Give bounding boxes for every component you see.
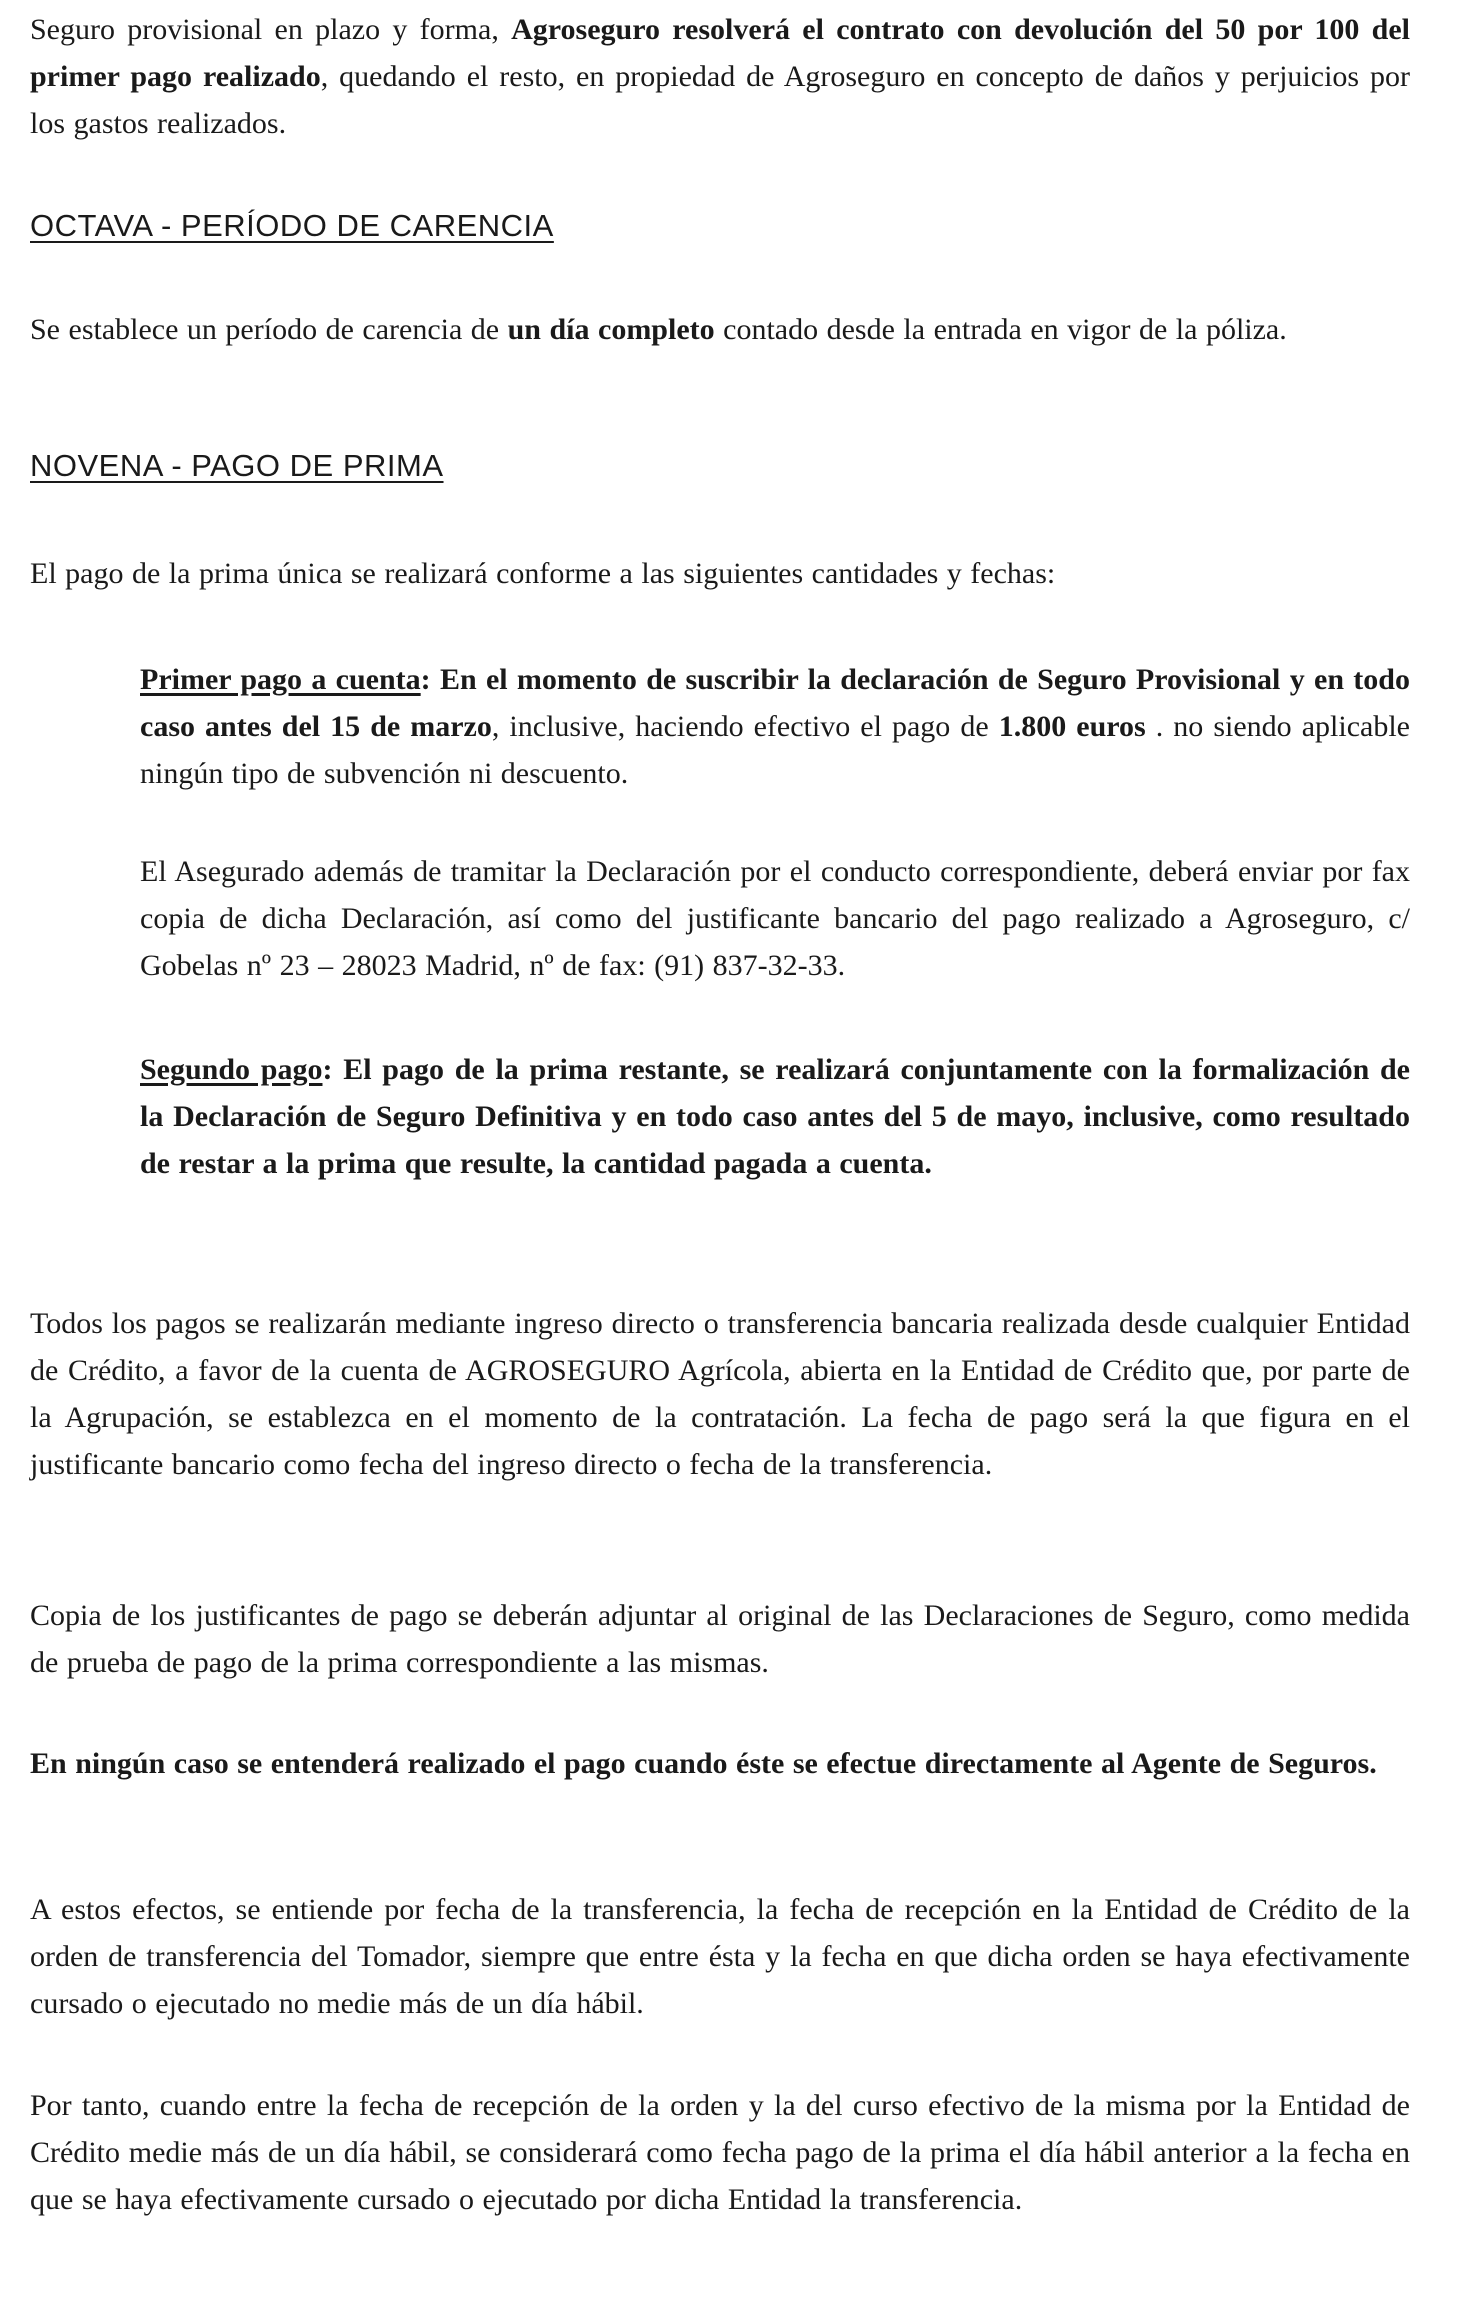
heading-novena: NOVENA - PAGO DE PRIMA bbox=[30, 448, 444, 483]
paragraph-efectos: A estos efectos, se entiende por fecha de la transferencia, la fecha de recepción en la Entidad de Crédito de la orden de transferencia del Tomador, siempre que entre ésta y la fecha en que dicha orden se haya efectivamente cursado o ejecutado no medie más de un día hábil. bbox=[30, 1893, 1410, 2020]
paragraph-pago-intro: El pago de la prima única se realizará conforme a las siguientes cantidades y fechas: bbox=[30, 557, 1056, 590]
primer-pago-label: Primer pago a cuenta bbox=[140, 663, 421, 696]
paragraph-copia-justificantes: Copia de los justificantes de pago se deberán adjuntar al original de las Declaraciones de Seguro, como medida de prueba de pago de la prima correspondiente a las mismas. bbox=[30, 1599, 1410, 1679]
heading-octava: OCTAVA - PERÍODO DE CARENCIA bbox=[30, 208, 554, 243]
paragraph-segundo-pago: Segundo pago: El pago de la prima restante, se realizará conjuntamente con la formalización de la Declaración de Seguro Definitiva y en todo caso antes del 5 de mayo, inclusive, como resultado de restar a la prima que resulte, la cantidad pagada a cuenta. bbox=[140, 1053, 1410, 1180]
paragraph-por-tanto: Por tanto, cuando entre la fecha de recepción de la orden y la del curso efectivo de la misma por la Entidad de Crédito medie más de un día hábil, se considerará como fecha pago de la prima el día hábil anterior a la fecha en que se haya efectivamente cursado o ejecutado por dicha Entidad la transferencia. bbox=[30, 2089, 1410, 2216]
paragraph-ningun-caso: En ningún caso se entenderá realizado el pago cuando éste se efectue directamente al Agente de Seguros. bbox=[30, 1747, 1377, 1780]
paragraph-devolucion: Seguro provisional en plazo y forma, Agroseguro resolverá el contrato con devolución del 50 por 100 del primer pago realizado, quedando el resto, en propiedad de Agroseguro en concepto de daños y perjuicios por los gastos realizados. bbox=[30, 13, 1411, 140]
paragraph-asegurado-fax: El Asegurado además de tramitar la Declaración por el conducto correspondiente, deberá enviar por fax copia de dicha Declaración, así como del justificante bancario del pago realizado a Agroseguro, c/ Gobelas nº 23 – 28023 Madrid, nº de fax: (91) 837-32-33. bbox=[140, 855, 1410, 982]
paragraph-carencia: Se establece un período de carencia de un día completo contado desde la entrada en vigor de la póliza. bbox=[30, 313, 1287, 346]
segundo-pago-label: Segundo pago bbox=[140, 1053, 323, 1086]
paragraph-todos-pagos: Todos los pagos se realizarán mediante ingreso directo o transferencia bancaria realizada desde cualquier Entidad de Crédito, a favor de la cuenta de AGROSEGURO Agrícola, abierta en la Entidad de Crédito que, por parte de la Agrupación, se establezca en el momento de la contratación. La fecha de pago será la que figura en el justificante bancario como fecha del ingreso directo o fecha de la transferencia. bbox=[30, 1307, 1410, 1481]
paragraph-primer-pago: Primer pago a cuenta: En el momento de suscribir la declaración de Seguro Provisional y en todo caso antes del 15 de marzo, inclusive, haciendo efectivo el pago de 1.800 euros . no siendo aplicable ningún tipo de subvención ni descuento. bbox=[140, 663, 1410, 790]
